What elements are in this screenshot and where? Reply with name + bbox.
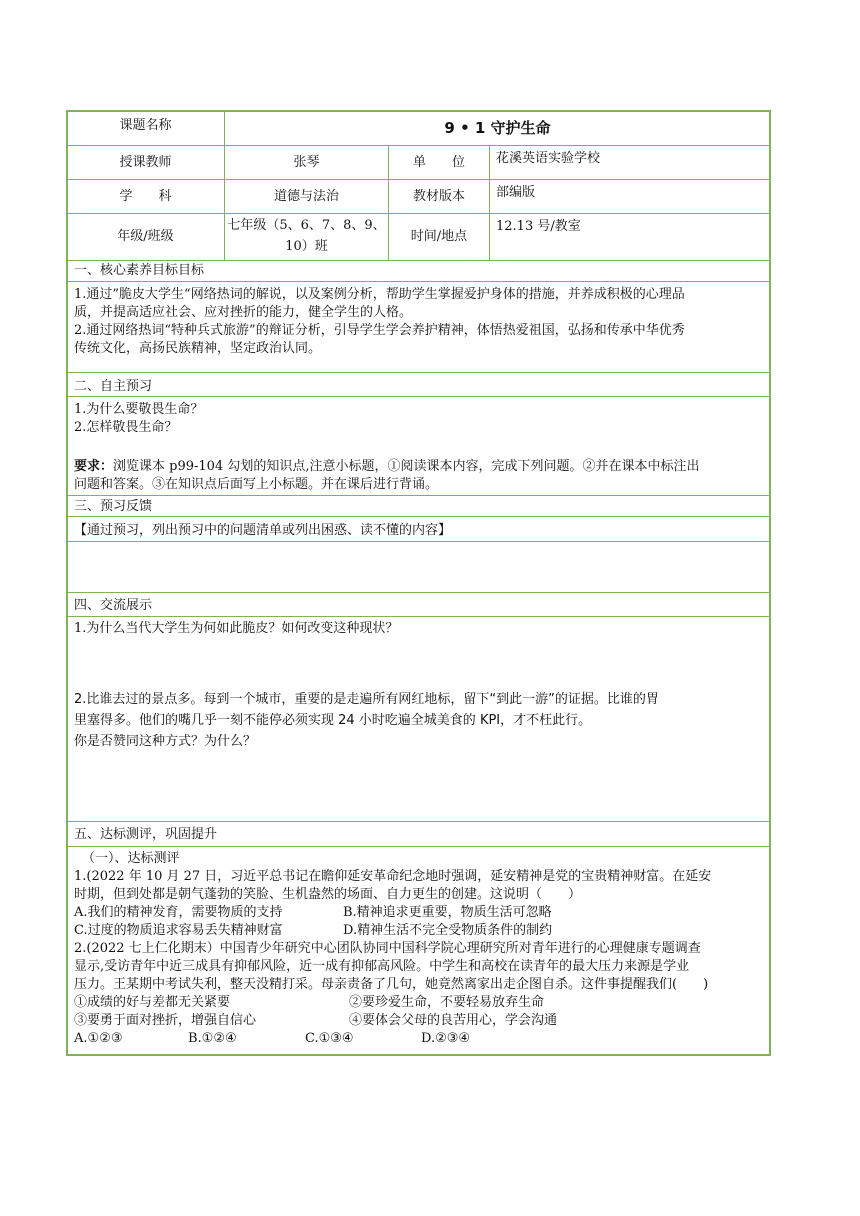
textbook-value: 部编版 xyxy=(496,185,536,200)
test1-option-c: C.过度的物质追求容易丢失精神财富 xyxy=(74,923,283,938)
test2-line2: 显示,受访青年中近三成具有抑郁风险，近一成有抑郁高风险。中学生和高校在读青年的最大压力来源是学业 xyxy=(74,959,690,974)
test1-option-b: B.精神追求更重要，物质生活可忽略 xyxy=(343,905,552,920)
section2-q1: 1.为什么要敬畏生命？ xyxy=(74,402,204,417)
unit-value: 花溪英语实验学校 xyxy=(496,151,601,166)
section5-subheading: （一）、达标测评 xyxy=(82,851,180,866)
row-divider xyxy=(67,396,770,397)
section2-requirement xyxy=(74,457,699,476)
teacher-label: 授课教师 xyxy=(119,155,172,170)
section1-p2-line1: 2.通过网络热词“特种兵式旅游”的辩证分析，引导学生学会养护精神，体悟热爱祖国，弘扬和传承中华优秀 xyxy=(74,323,685,338)
test2-statement-3: ③要勇于面对挫折，增强自信心 xyxy=(74,1013,257,1028)
requirement-label: 要求： xyxy=(74,459,114,474)
grade-label: 年级/班级 xyxy=(117,229,174,244)
section4-q2-line1: 2.比谁去过的景点多。每到一个城市，重要的是走遍所有网红地标，留下“到此一游”的证据。比谁的胃 xyxy=(74,692,659,707)
test2-line3: 压力。王某期中考试失利，整天没精打采。母亲责备了几句，她竟然离家出走企图自杀。这件事提醒我们( ) xyxy=(74,977,709,992)
test2-option-d: D.②③④ xyxy=(421,1031,471,1046)
row-divider xyxy=(67,281,770,282)
section3-heading: 三、预习反馈 xyxy=(74,499,153,514)
row-divider xyxy=(67,516,770,517)
row-divider xyxy=(67,213,770,214)
section4-q1: 1.为什么当代大学生为何如此脆皮？如何改变这种现状？ xyxy=(74,621,399,636)
row-divider xyxy=(67,495,770,496)
row-divider xyxy=(67,372,770,373)
test1-line1: 1.(2022 年 10 月 27 日，习近平总书记在瞻仰延安革命纪念地时强调，延安精神是党的宝贵精神财富。在延安 xyxy=(74,869,712,884)
course-label: 课题名称 xyxy=(119,118,172,133)
course-title: 9 • 1 守护生命 xyxy=(444,119,551,137)
section1-p1-line2: 质，并提高适应社会、应对挫折的能力，健全学生的人格。 xyxy=(74,305,413,320)
test1-option-d: D.精神生活不完全受物质条件的制约 xyxy=(343,923,553,938)
col-divider xyxy=(489,145,490,260)
section2-heading: 二、自主预习 xyxy=(74,379,153,394)
row-divider xyxy=(67,145,770,146)
test2-statement-4: ④要体会父母的良苦用心，学会沟通 xyxy=(349,1013,558,1028)
section1-p1-line1: 1.通过”脆皮大学生“网络热词的解说，以及案例分析，帮助学生掌握爱护身体的措施，并养成积极的心理品 xyxy=(74,287,685,302)
teacher-name: 张琴 xyxy=(293,155,320,170)
row-divider xyxy=(67,616,770,617)
row-divider xyxy=(67,821,770,822)
section1-heading: 一、核心素养目标目标 xyxy=(74,263,205,278)
section2-requirement-line2: 问题和答案。③在知识点后面写上小标题。并在课后进行背诵。 xyxy=(74,477,439,492)
row-divider xyxy=(67,179,770,180)
time-label: 时间/地点 xyxy=(410,229,468,244)
textbook-label: 教材版本 xyxy=(412,189,465,204)
section2-q2: 2.怎样敬畏生命？ xyxy=(74,420,178,435)
section4-heading: 四、交流展示 xyxy=(74,598,153,613)
section1-p2-line2: 传统文化，高扬民族精神，坚定政治认同。 xyxy=(74,341,322,356)
test2-statement-1: ①成绩的好与差都无关紧要 xyxy=(74,995,231,1010)
section3-note: 【通过预习，列出预习中的问题清单或列出困惑、读不懂的内容】 xyxy=(74,523,452,538)
row-divider xyxy=(67,541,770,542)
test2-option-a: A.①②③ xyxy=(74,1031,123,1046)
grade-value-line1: 七年级（5、6、7、8、9、 xyxy=(227,218,386,233)
test1-option-a: A.我们的精神发育，需要物质的支持 xyxy=(74,905,283,920)
section5-heading: 五、达标测评，巩固提升 xyxy=(74,827,218,842)
subject-value: 道德与法治 xyxy=(273,189,339,204)
section4-q2-line3: 你是否赞同这种方式？为什么？ xyxy=(74,734,257,749)
requirement-text: 浏览课本 p99-104 勾划的知识点,注意小标题，①阅读课本内容，完成下列问题。②并在课本中标注出 xyxy=(113,459,700,474)
test2-line1: 2.(2022 七上仁化期末）中国青少年研究中心团队协同中国科学院心理研究所对青年进行的心理健康专题调查 xyxy=(74,941,701,956)
unit-label: 单 位 xyxy=(412,155,465,170)
section4-q2-line2: 里塞得多。他们的嘴几乎一刻不能停必须实现 24 小时吃遍全城美食的 KPI，才不枉此行。 xyxy=(74,713,592,728)
row-divider xyxy=(67,592,770,593)
subject-label: 学 科 xyxy=(119,189,172,204)
test2-statement-2: ②要珍爱生命，不要轻易放弃生命 xyxy=(349,995,545,1010)
test2-option-c: C.①③④ xyxy=(305,1031,354,1046)
test2-option-b: B.①②④ xyxy=(188,1031,237,1046)
row-divider xyxy=(67,846,770,847)
grade-value-line2: 10）班 xyxy=(285,239,328,254)
test1-line2: 时期，但到处都是朝气蓬勃的笑脸、生机盎然的场面、自力更生的创建。这说明（ ） xyxy=(74,887,582,902)
time-value: 12.13 号/教室 xyxy=(496,219,581,234)
